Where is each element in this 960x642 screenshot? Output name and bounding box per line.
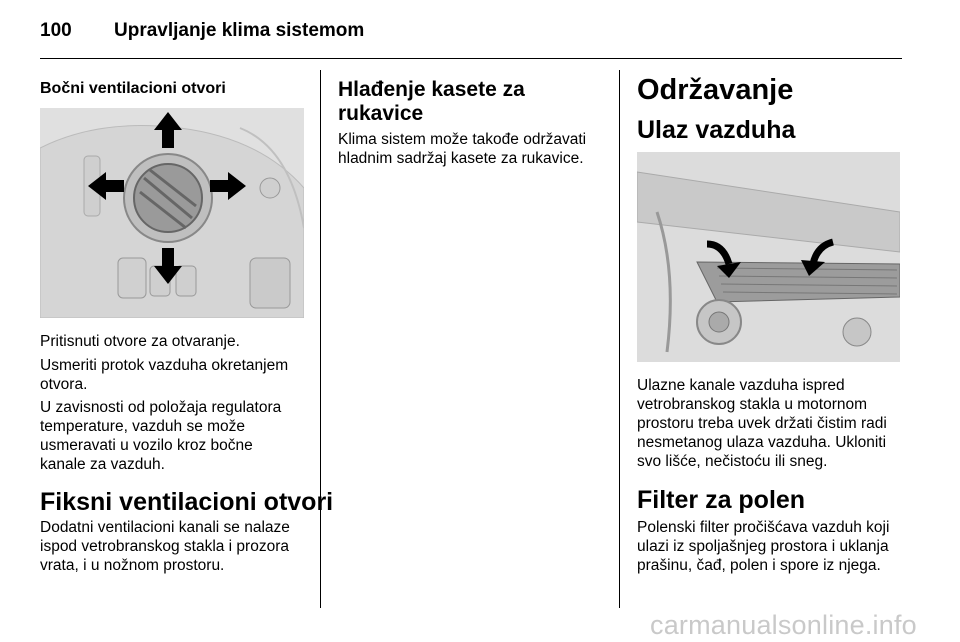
column-divider-2 bbox=[619, 70, 620, 608]
section-heading-fixed-vents: Fiksni ventilacioni otvori bbox=[40, 488, 334, 516]
para-glovebox-cooling: Klima sistem može takođe održavati hladnim sadržaj kasete za rukavice. bbox=[338, 131, 587, 167]
chapter-title: Upravljanje klima sistemom bbox=[114, 20, 365, 41]
section-heading-air-intake: Ulaz vazduha bbox=[637, 116, 796, 144]
section-heading-side-vents: Bočni ventilacioni otvori bbox=[40, 80, 226, 97]
section-heading-glovebox-cooling: Hlađenje kasete za rukavice bbox=[338, 78, 525, 125]
column-divider-1 bbox=[320, 70, 321, 608]
para-direct-airflow: Usmeriti protok vazduha okretanjem otvora. bbox=[40, 357, 289, 393]
section-heading-pollen-filter: Filter za polen bbox=[637, 486, 806, 514]
para-keep-intake-clean: Ulazne kanale vazduha ispred vetrobranskog stakla u motornom prostoru treba uvek držati čistim radi nesmetanog ulaza vazduha. Ukloniti svo lišće, nečistoću ili sneg. bbox=[637, 377, 887, 470]
para-pollen-filter: Polenski filter pročišćava vazduh koji ulazi iz spoljašnjeg prostora i uklanja prašinu, čađ, polen i spore iz njega. bbox=[637, 519, 890, 574]
page-header bbox=[40, 14, 910, 54]
para-temperature-position: U zavisnosti od položaja regulatora temperature, vazduh se može usmeravati u vozilo kroz bočne kanale za vazduh. bbox=[40, 399, 282, 473]
section-heading-maintenance: Održavanje bbox=[637, 74, 794, 106]
page-number: 100 bbox=[40, 20, 72, 41]
header-rule bbox=[40, 58, 902, 59]
air-intake-illustration bbox=[637, 152, 900, 362]
para-additional-vents: Dodatni ventilacioni kanali se nalaze ispod vetrobranskog stakla i prozora vrata, i u nožnom prostoru. bbox=[40, 519, 290, 574]
watermark: carmanualsonline.info bbox=[650, 610, 917, 640]
side-vent-illustration bbox=[40, 108, 304, 318]
para-press-vents: Pritisnuti otvore za otvaranje. bbox=[40, 333, 240, 350]
